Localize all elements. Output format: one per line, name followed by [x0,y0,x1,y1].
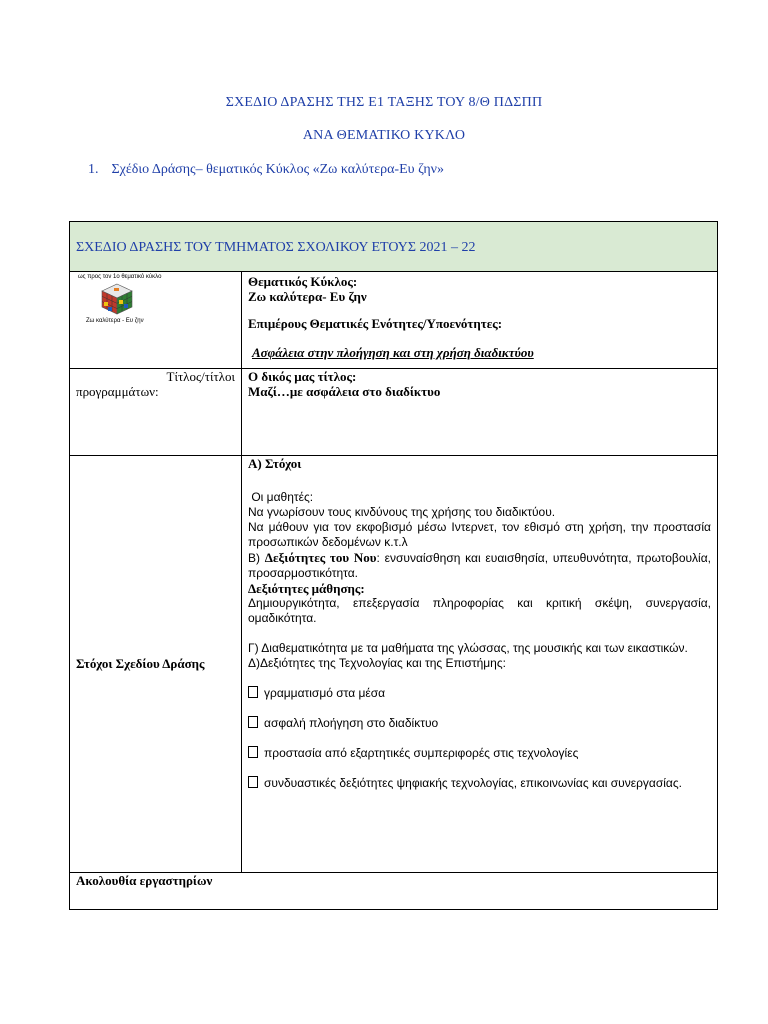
goals-label-cell [70,456,242,873]
subtheme-value: Ασφάλεια στην πλοήγηση και στη χρήση διαδικτύου [252,345,534,360]
cross-curricular: Γ) Διαθεματικότητα με τα μαθήματα της γλώσσας, της μουσικής και των εικαστικών. [248,641,688,655]
workshop-sequence-label: Ακολουθία εργαστηρίων [76,873,213,888]
goal-2: Να μάθουν για τον εκφοβισμό μέσω Ιντερνετ, τον εθισμό στη χρήση, την προστασία προσωπικών δεδομένων κ.τ.λ [248,520,711,549]
goal-1: Να γνωρίσουν τους κινδύνους της χρήσης του διαδικτύου. [248,505,556,519]
checkbox-icon [248,776,258,788]
titles-value-cell [242,369,718,456]
table-header: ΣΧΕΔΙΟ ΔΡΑΣΗΣ ΤΟΥ ΤΜΗΜΑΤΟΣ ΣΧΟΛΙΚΟΥ ΕΤΟΥΣ 2021 – 22 [70,222,718,272]
our-title: Μαζί…με ασφάλεια στο διαδίκτυο [248,384,441,399]
bullet-addiction-protection: προστασία από εξαρτητικές συμπεριφορές στις τεχνολογίες [248,746,711,761]
bullet-safe-navigation: ασφαλή πλοήγηση στο διαδίκτυο [248,716,711,731]
titles-label-line1: Τίτλος/τίτλοι [166,369,235,384]
theme-label: Θεματικός Κύκλος: [248,274,358,289]
workshop-sequence-cell [70,873,718,910]
tech-skills: Δ)Δεξιότητες της Τεχνολογίας και της Επιστήμης: [248,656,506,670]
logo-cell [70,272,242,369]
titles-label-line2: προγραμμάτων: [76,384,159,399]
rubiks-cube-logo [100,282,134,316]
goals-body-cell [242,456,718,873]
titles-label-cell [70,369,242,456]
document-title: ΣΧΕΔΙΟ ΔΡΑΣΗΣ ΤΗΣ Ε1 ΤΑΞΗΣ ΤΟΥ 8/Θ ΠΔΣΠΠ [225,95,543,110]
section-a-heading: Α) Στόχοι [248,456,302,471]
goals-label: Στόχοι Σχεδίου Δράσης [76,656,205,671]
skills-mind: Β) Δεξιότητες του Νου: ενσυναίσθηση και ευαισθησία, υπευθυνότητα, πρωτοβουλία, προσαρμοστικότητα. [248,550,711,580]
logo-caption: Ζω καλύτερα - Ευ ζην [86,318,144,324]
bullet-digital-skills: συνδυαστικές δεξιότητες ψηφιακής τεχνολογίας, επικοινωνίας και συνεργασίας. [248,776,711,791]
learning-skills-text: Δημιουργικότητα, επεξεργασία πληροφορίας και κριτική σκέψη, συνεργασία, ομαδικότητα. [248,596,711,625]
bullet-media-literacy: γραμματισμό στα μέσα [248,686,711,701]
item-text: Σχέδιο Δράσης– θεματικός Κύκλος «Ζω καλύτερα-Ευ ζην» [111,162,444,177]
checkbox-icon [248,716,258,728]
numbered-heading [88,162,444,178]
students-label: Οι μαθητές: [251,490,314,504]
learning-skills-label: Δεξιότητες μάθησης: [248,581,365,596]
checkbox-icon [248,686,258,698]
document-subtitle: ΑΝΑ ΘΕΜΑΤΙΚΟ ΚΥΚΛΟ [302,128,466,143]
our-title-label: Ο δικός μας τίτλος: [248,369,357,384]
theme-value: Ζω καλύτερα- Ευ ζην [248,289,367,304]
checkbox-icon [248,746,258,758]
logo-top-text: ως προς τον 1ο θεματικό κύκλο [78,274,162,280]
subthemes-label: Επιμέρους Θεματικές Ενότητες/Υποενότητες: [248,316,503,331]
action-plan-table [69,221,718,910]
item-number: 1. [88,162,99,177]
theme-cell [242,272,718,369]
